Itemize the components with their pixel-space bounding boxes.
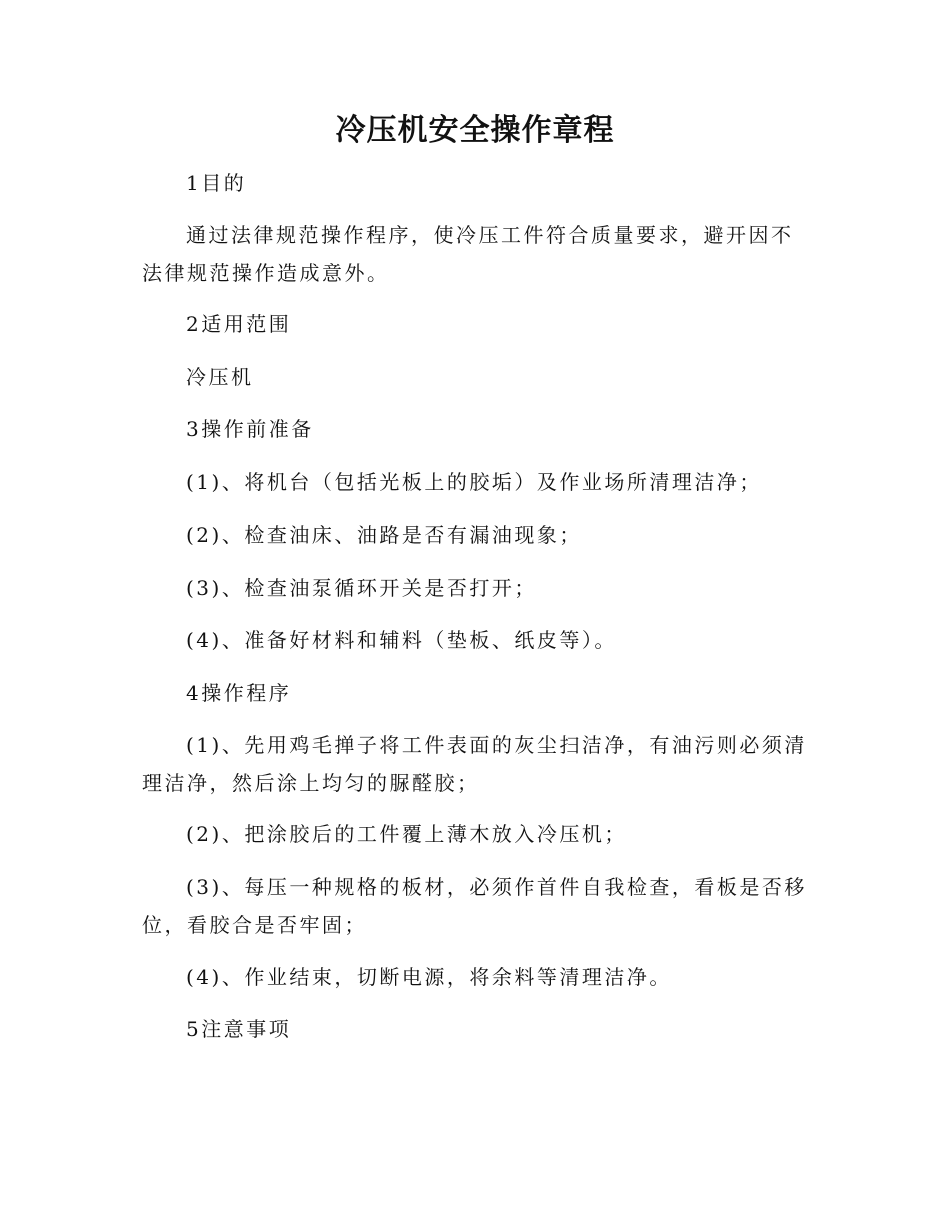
section-heading-notes: 5注意事项 [186, 1017, 292, 1041]
paragraph-scope: 冷压机 [186, 365, 254, 389]
prep-item-4: (4)、准备好材料和辅料（垫板、纸皮等）。 [186, 628, 617, 652]
section-heading-preparation: 3操作前准备 [186, 417, 314, 441]
section-heading-scope: 2适用范围 [186, 312, 292, 336]
prep-item-3: (3)、检查油泵循环开关是否打开； [186, 576, 537, 600]
prep-item-2: (2)、检查油床、油路是否有漏油现象； [186, 523, 582, 547]
section-heading-procedure: 4操作程序 [186, 681, 292, 705]
prep-item-1: (1)、将机台（包括光板上的胶垢）及作业场所清理洁净； [186, 470, 762, 494]
procedure-item-3: (3)、每压一种规格的板材，必须作首件自我检查，看板是否移位，看胶合是否牢固； [142, 875, 807, 937]
section-heading-purpose: 1目的 [186, 171, 247, 195]
document-title: 冷压机安全操作章程 [335, 113, 615, 148]
procedure-item-1: (1)、先用鸡毛掸子将工件表面的灰尘扫洁净，有油污则必须清理洁净，然后涂上均匀的脲醛胶； [142, 733, 807, 795]
paragraph-purpose: 通过法律规范操作程序，使冷压工件符合质量要求，避开因不法律规范操作造成意外。 [142, 223, 794, 285]
procedure-item-4: (4)、作业结束，切断电源，将余料等清理洁净。 [186, 965, 672, 989]
procedure-item-2: (2)、把涂胶后的工件覆上薄木放入冷压机； [186, 822, 627, 846]
